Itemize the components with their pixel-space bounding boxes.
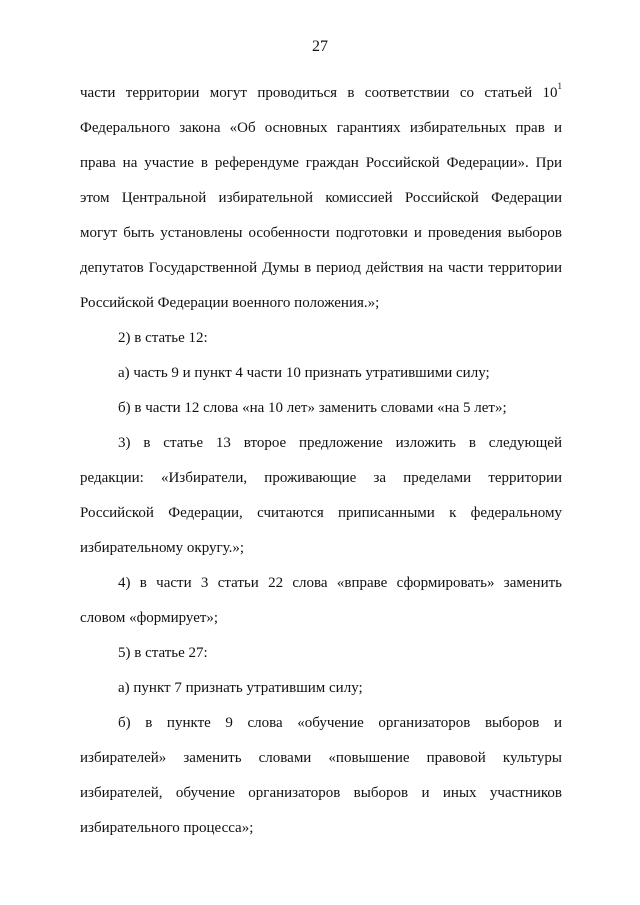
text-line-content: избирательному округу.»; xyxy=(80,540,245,556)
text-line-content: избирательного процесса»; xyxy=(80,820,254,836)
text-line-content: избирателей, обучение организаторов выборов и иных участников xyxy=(80,785,562,801)
text-line xyxy=(80,531,562,566)
text-line xyxy=(80,601,562,636)
text-line xyxy=(80,811,562,846)
text-line-content: редакции: «Избиратели, проживающие за пределами территории xyxy=(80,470,562,486)
text-line xyxy=(80,216,562,251)
text-line-content: 5) в статье 27: xyxy=(118,645,208,661)
text-line xyxy=(80,496,562,531)
text-line-content: избирателей» заменить словами «повышение правовой культуры xyxy=(80,750,562,766)
text-line-content: части территории могут проводиться в соответствии со статьей 10 xyxy=(80,85,558,101)
text-line xyxy=(80,111,562,146)
text-line-content: Российской Федерации, считаются приписанными к федеральному xyxy=(80,505,562,521)
text-line xyxy=(80,146,562,181)
text-line xyxy=(80,251,562,286)
text-line-content: права на участие в референдуме граждан Российской Федерации». При xyxy=(80,155,562,171)
text-line xyxy=(80,671,562,706)
text-line-content: б) в пункте 9 слова «обучение организаторов выборов и xyxy=(118,715,562,731)
text-line xyxy=(80,356,562,391)
text-line xyxy=(80,636,562,671)
text-line xyxy=(80,76,562,111)
page-number: 27 xyxy=(312,38,328,55)
text-line-content: этом Центральной избирательной комиссией Российской Федерации xyxy=(80,190,562,206)
text-line xyxy=(80,181,562,216)
text-line-content: могут быть установлены особенности подготовки и проведения выборов xyxy=(80,225,562,241)
superscript: 1 xyxy=(557,81,562,91)
text-line-content: а) часть 9 и пункт 4 части 10 признать утратившими силу; xyxy=(118,365,490,381)
text-line xyxy=(80,321,562,356)
text-line xyxy=(80,741,562,776)
text-line-content: депутатов Государственной Думы в период действия на части территории xyxy=(80,260,562,276)
text-line-content: а) пункт 7 признать утратившим силу; xyxy=(118,680,363,696)
text-line-content: 4) в части 3 статьи 22 слова «вправе сформировать» заменить xyxy=(118,575,562,591)
text-line-content: б) в части 12 слова «на 10 лет» заменить словами «на 5 лет»; xyxy=(118,400,507,416)
text-line xyxy=(80,286,562,321)
text-line xyxy=(80,461,562,496)
text-line xyxy=(80,566,562,601)
text-line-content: 2) в статье 12: xyxy=(118,330,208,346)
text-line-content: Российской Федерации военного положения.»; xyxy=(80,295,380,311)
text-line xyxy=(80,776,562,811)
text-line xyxy=(80,391,562,426)
text-line-content: 3) в статье 13 второе предложение изложить в следующей xyxy=(118,435,562,451)
text-line-content: Федерального закона «Об основных гарантиях избирательных прав и xyxy=(80,120,562,136)
document-body xyxy=(80,76,562,846)
text-line-content: словом «формирует»; xyxy=(80,610,219,626)
text-line xyxy=(80,706,562,741)
text-line xyxy=(80,426,562,461)
